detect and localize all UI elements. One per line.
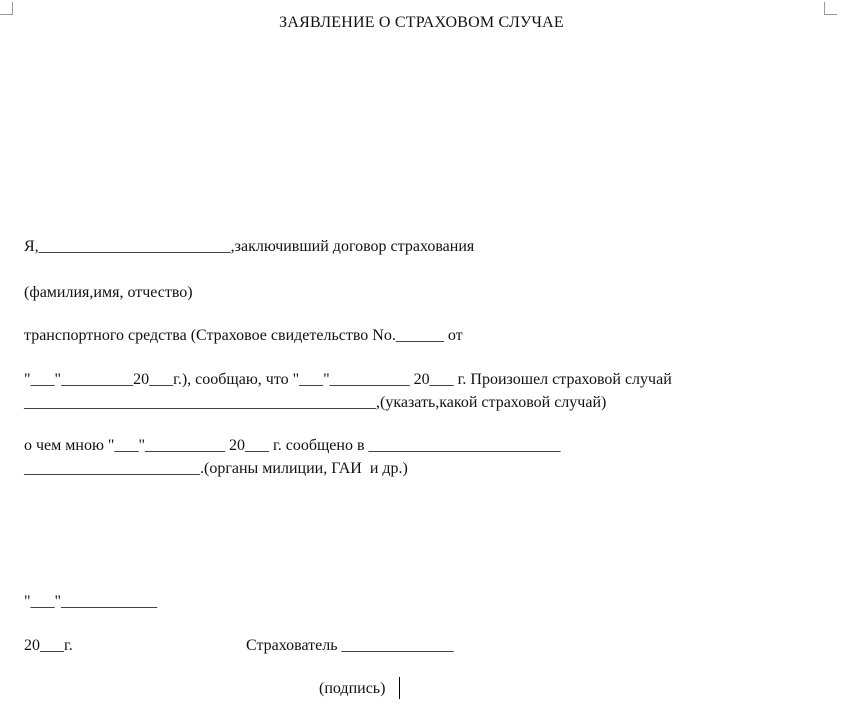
report-date-line: о чем мною "___"__________ 20___ г. сообщено в ________________________ — [24, 437, 561, 454]
insurer-signature-line: Страхователь ______________ — [246, 637, 454, 654]
incident-date-line: "___"_________20___г.), сообщаю, что "___"__________ 20___ г. Произошел страховой случай — [24, 371, 672, 388]
text-cursor[interactable] — [399, 677, 400, 699]
document-title: ЗАЯВЛЕНИЕ О СТРАХОВОМ СЛУЧАЕ — [279, 14, 564, 31]
sign-date-line: "___"____________ — [24, 593, 158, 610]
signature-caption: (подпись) — [319, 680, 386, 697]
name-caption: (фамилия,имя, отчество) — [24, 284, 193, 301]
sign-year-line: 20___г. — [24, 637, 73, 654]
vehicle-certificate-line: транспортного средства (Страховое свидетельство No.______ от — [24, 327, 463, 344]
applicant-name-line: Я,________________________,заключивший договор страхования — [24, 238, 475, 255]
authority-line: ______________________.(органы милиции, ГАИ и др.) — [24, 460, 408, 477]
incident-type-line: ____________________________________________,(указать,какой страховой случай) — [24, 394, 607, 411]
